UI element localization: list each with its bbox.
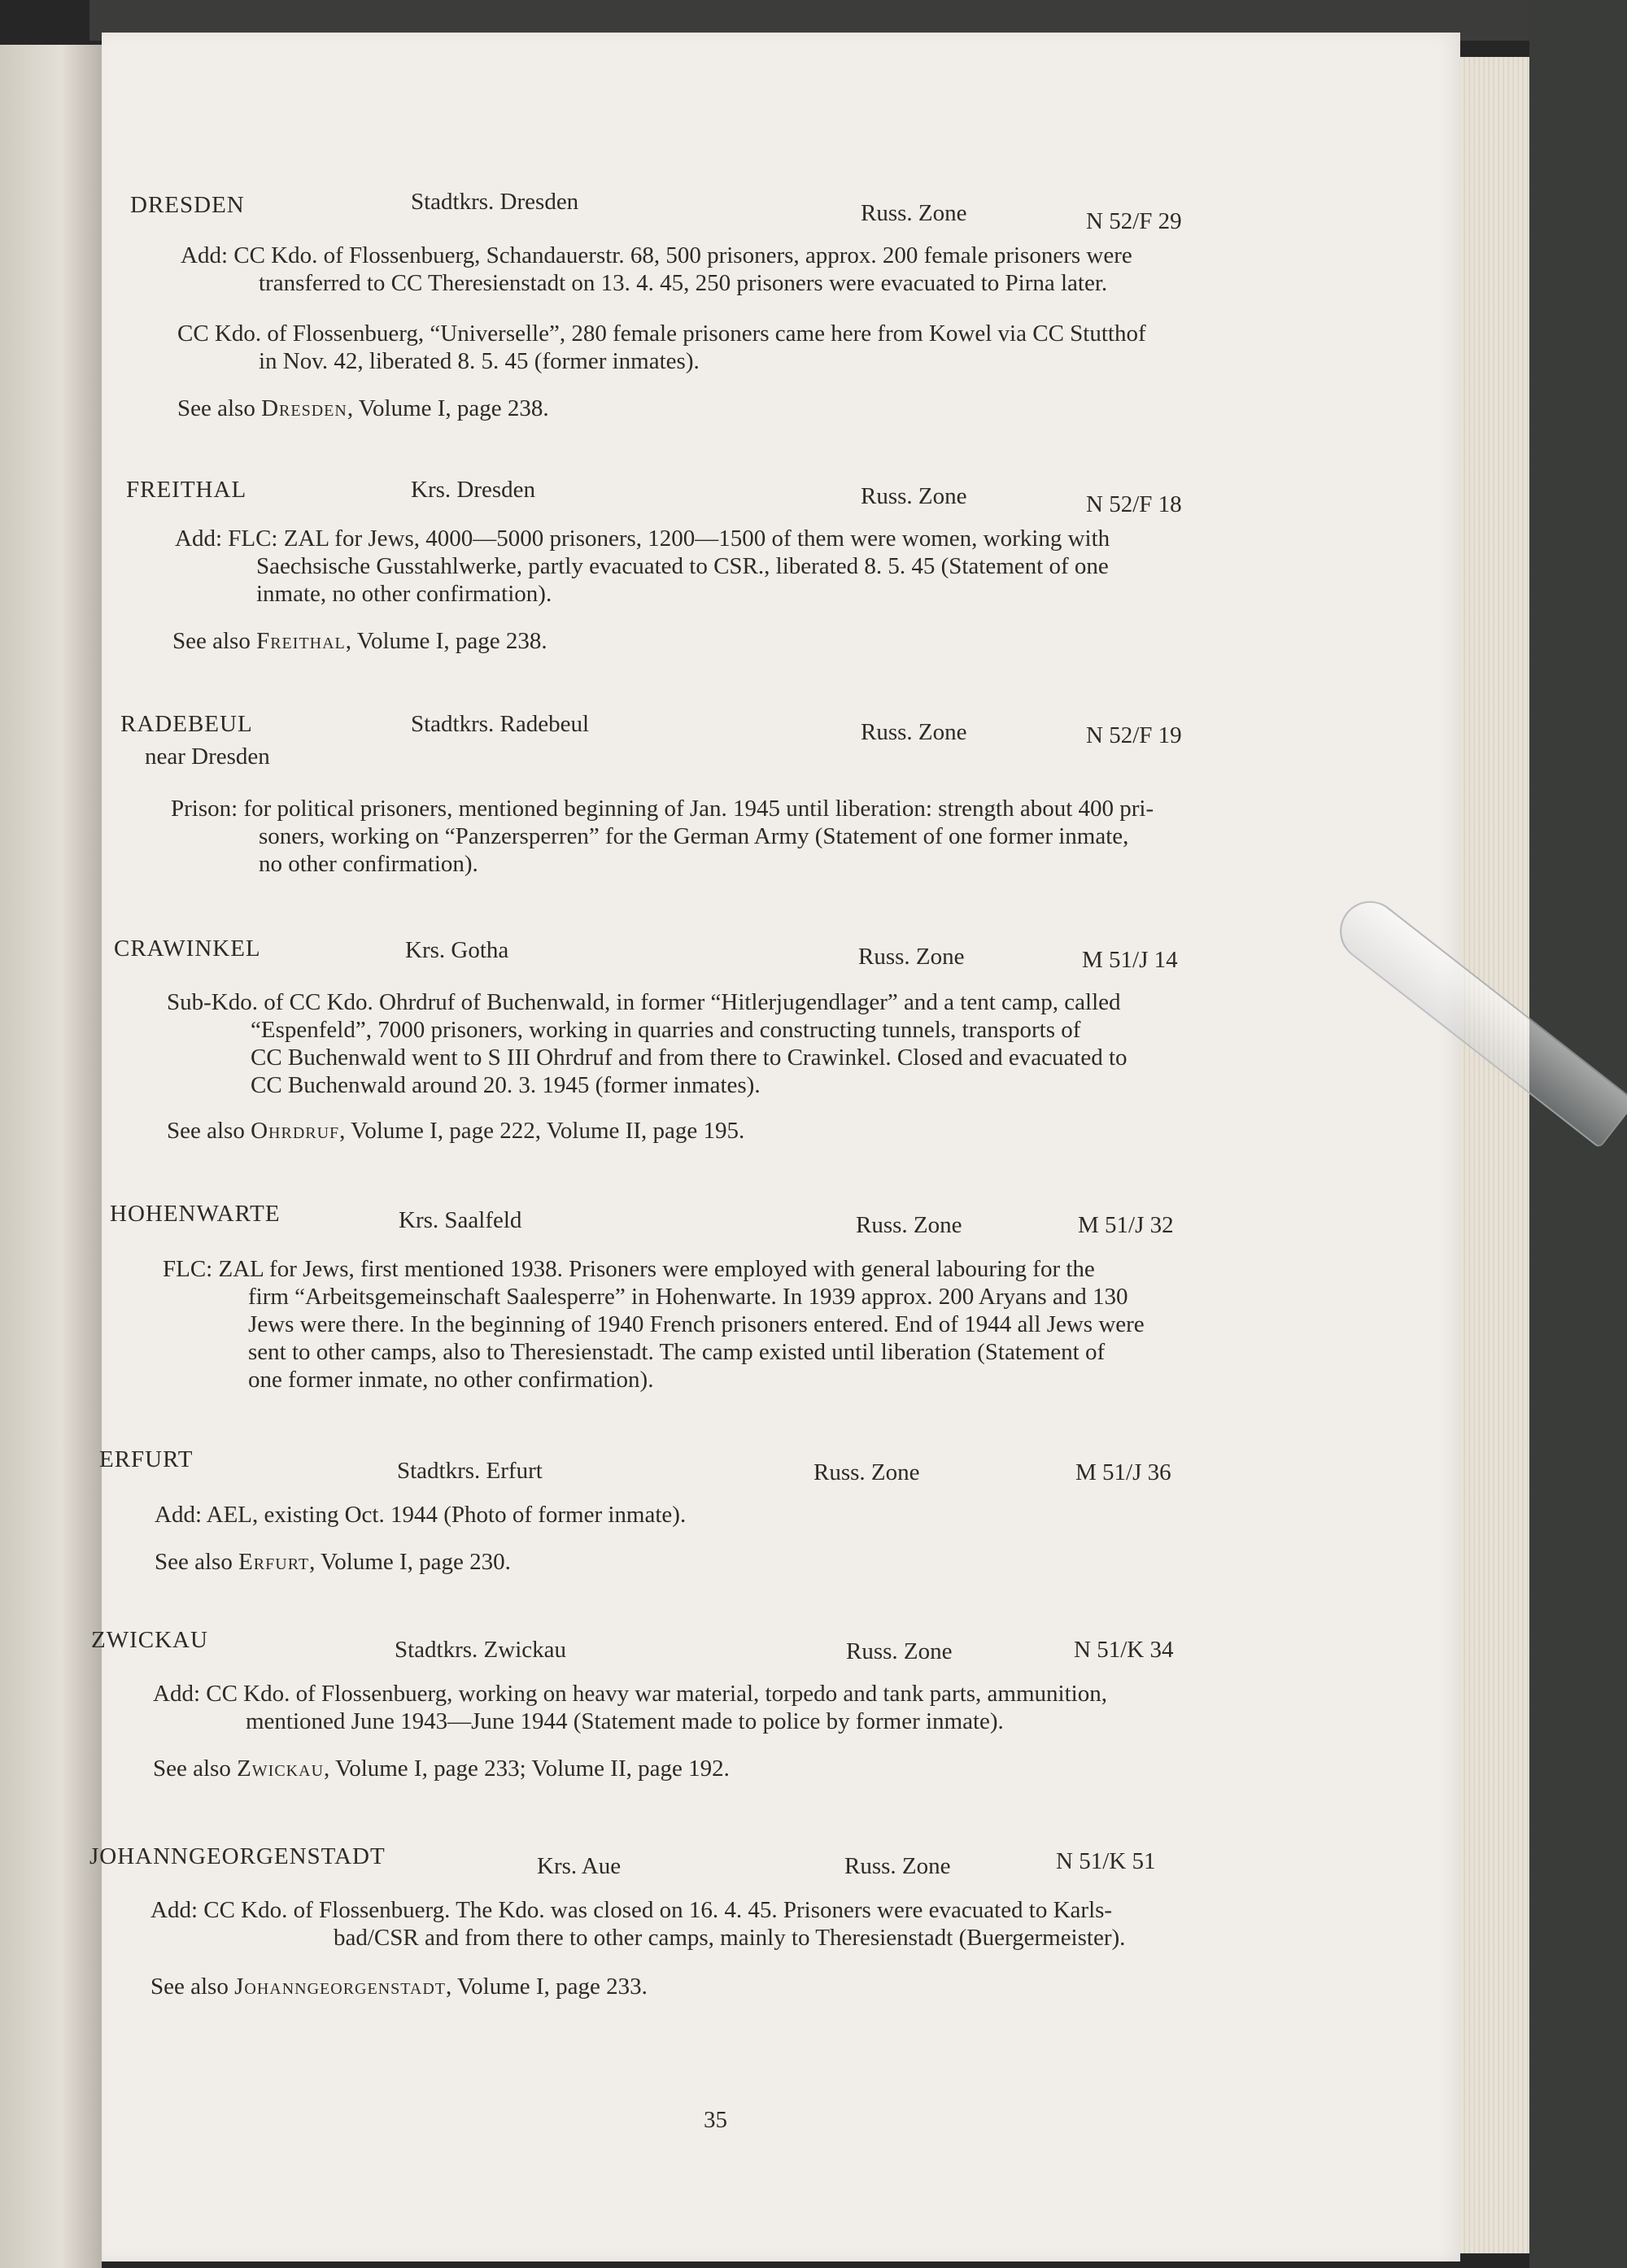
entry-grid: N 52/F 18 [1086,491,1182,517]
entry-line: Add: CC Kdo. of Flossenbuerg, Schandauerstr. 68, 500 prisoners, approx. 200 female prisoners were [181,242,1132,268]
see-also: See also Johanngeorgenstadt, Volume I, page 233. [150,1974,648,2000]
see-also: See also Erfurt, Volume I, page 230. [155,1549,511,1575]
book-cover-right [1529,0,1627,2268]
entry-district: Stadtkrs. Zwickau [395,1637,567,1663]
left-page-edge [0,45,102,2268]
entry-line: sent to other camps, also to Theresienstadt. The camp existed until liberation (Statement of [248,1339,1106,1365]
entry-zone: Russ. Zone [861,483,967,509]
entry-grid: N 52/F 29 [1086,208,1182,234]
entry-line: mentioned June 1943—June 1944 (Statement made to police by former inmate). [246,1708,1004,1734]
page-number: 35 [704,2107,727,2133]
entry-line: Saechsische Gusstahlwerke, partly evacuated to CSR., liberated 8. 5. 45 (Statement of one [256,553,1109,579]
entry-line: bad/CSR and from there to other camps, mainly to Theresienstadt (Buergermeister). [334,1925,1126,1951]
entry-district: Krs. Saalfeld [399,1207,522,1233]
see-also: See also Freithal, Volume I, page 238. [172,628,547,654]
entry-line: Add: CC Kdo. of Flossenbuerg, working on heavy war material, torpedo and tank parts, ammunition, [153,1681,1107,1707]
entry-district: Stadtkrs. Erfurt [397,1458,543,1484]
entry-line: Sub-Kdo. of CC Kdo. Ohrdruf of Buchenwald, in former “Hitlerjugendlager” and a tent camp, called [167,989,1121,1015]
entry-district: Krs. Dresden [411,477,536,503]
entry-line: transferred to CC Theresienstadt on 13. 4. 45, 250 prisoners were evacuated to Pirna later. [259,270,1108,296]
entry-line: “Espenfeld”, 7000 prisoners, working in quarries and constructing tunnels, transports of [251,1017,1081,1043]
entry-place: RADEBEUL [120,711,253,737]
entry-zone: Russ. Zone [861,200,967,226]
entry-line: no other confirmation). [259,851,478,877]
entry-zone: Russ. Zone [846,1638,953,1664]
entry-line: in Nov. 42, liberated 8. 5. 45 (former inmates). [259,348,700,374]
entry-line: Add: CC Kdo. of Flossenbuerg. The Kdo. was closed on 16. 4. 45. Prisoners were evacuated to Karls- [150,1897,1113,1923]
see-also: See also Dresden, Volume I, page 238. [177,395,549,421]
see-also: See also Ohrdruf, Volume I, page 222, Volume II, page 195. [167,1118,745,1144]
entry-district: Krs. Aue [537,1853,622,1879]
entry-line: Jews were there. In the beginning of 1940 French prisoners entered. End of 1944 all Jews were [248,1311,1145,1337]
entry-place: FREITHAL [126,477,247,503]
entry-place: DRESDEN [130,192,245,218]
entry-place: ERFURT [99,1446,194,1472]
entry-line: Add: FLC: ZAL for Jews, 4000—5000 prisoners, 1200—1500 of them were women, working with [175,526,1110,552]
entry-line: one former inmate, no other confirmation). [248,1367,654,1393]
entry-district: Stadtkrs. Dresden [411,189,579,215]
entry-zone: Russ. Zone [861,719,967,745]
entry-grid: M 51/J 14 [1082,947,1178,973]
entry-line: FLC: ZAL for Jews, first mentioned 1938. Prisoners were employed with general labouring for the [163,1256,1095,1282]
entry-zone: Russ. Zone [844,1853,951,1879]
entry-line: Add: AEL, existing Oct. 1944 (Photo of former inmate). [155,1502,687,1528]
entry-line: inmate, no other confirmation). [256,581,552,607]
page-stack-edge [1456,57,1529,2253]
entry-zone: Russ. Zone [856,1212,962,1238]
entry-grid: N 51/K 34 [1074,1637,1174,1663]
entry-line: CC Buchenwald around 20. 3. 1945 (former inmates). [251,1072,761,1098]
entry-zone: Russ. Zone [814,1459,920,1485]
entry-grid: M 51/J 32 [1078,1212,1174,1238]
entry-district: Krs. Gotha [405,937,509,963]
entry-zone: Russ. Zone [858,944,965,970]
entry-grid: N 51/K 51 [1056,1848,1156,1874]
entry-line: CC Kdo. of Flossenbuerg, “Universelle”, 280 female prisoners came here from Kowel via CC Stutthof [177,321,1146,347]
entry-line: Prison: for political prisoners, mentioned beginning of Jan. 1945 until liberation: strength about 400 pri- [171,796,1154,822]
entry-line: CC Buchenwald went to S III Ohrdruf and from there to Crawinkel. Closed and evacuated to [251,1045,1128,1071]
entry-grid: M 51/J 36 [1075,1459,1171,1485]
entry-district: Stadtkrs. Radebeul [411,711,590,737]
entry-line: firm “Arbeitsgemeinschaft Saalesperre” in Hohenwarte. In 1939 approx. 200 Aryans and 130 [248,1284,1128,1310]
entry-place: ZWICKAU [91,1627,208,1653]
entry-grid: N 52/F 19 [1086,722,1182,748]
entry-place: CRAWINKEL [114,936,261,962]
entry-place: HOHENWARTE [110,1201,281,1227]
entry-line: soners, working on “Panzersperren” for the German Army (Statement of one former inmate, [259,823,1129,849]
entry-place: JOHANNGEORGENSTADT [89,1843,386,1869]
entry-subplace: near Dresden [145,744,270,770]
see-also: See also Zwickau, Volume I, page 233; Volume II, page 192. [153,1756,730,1782]
